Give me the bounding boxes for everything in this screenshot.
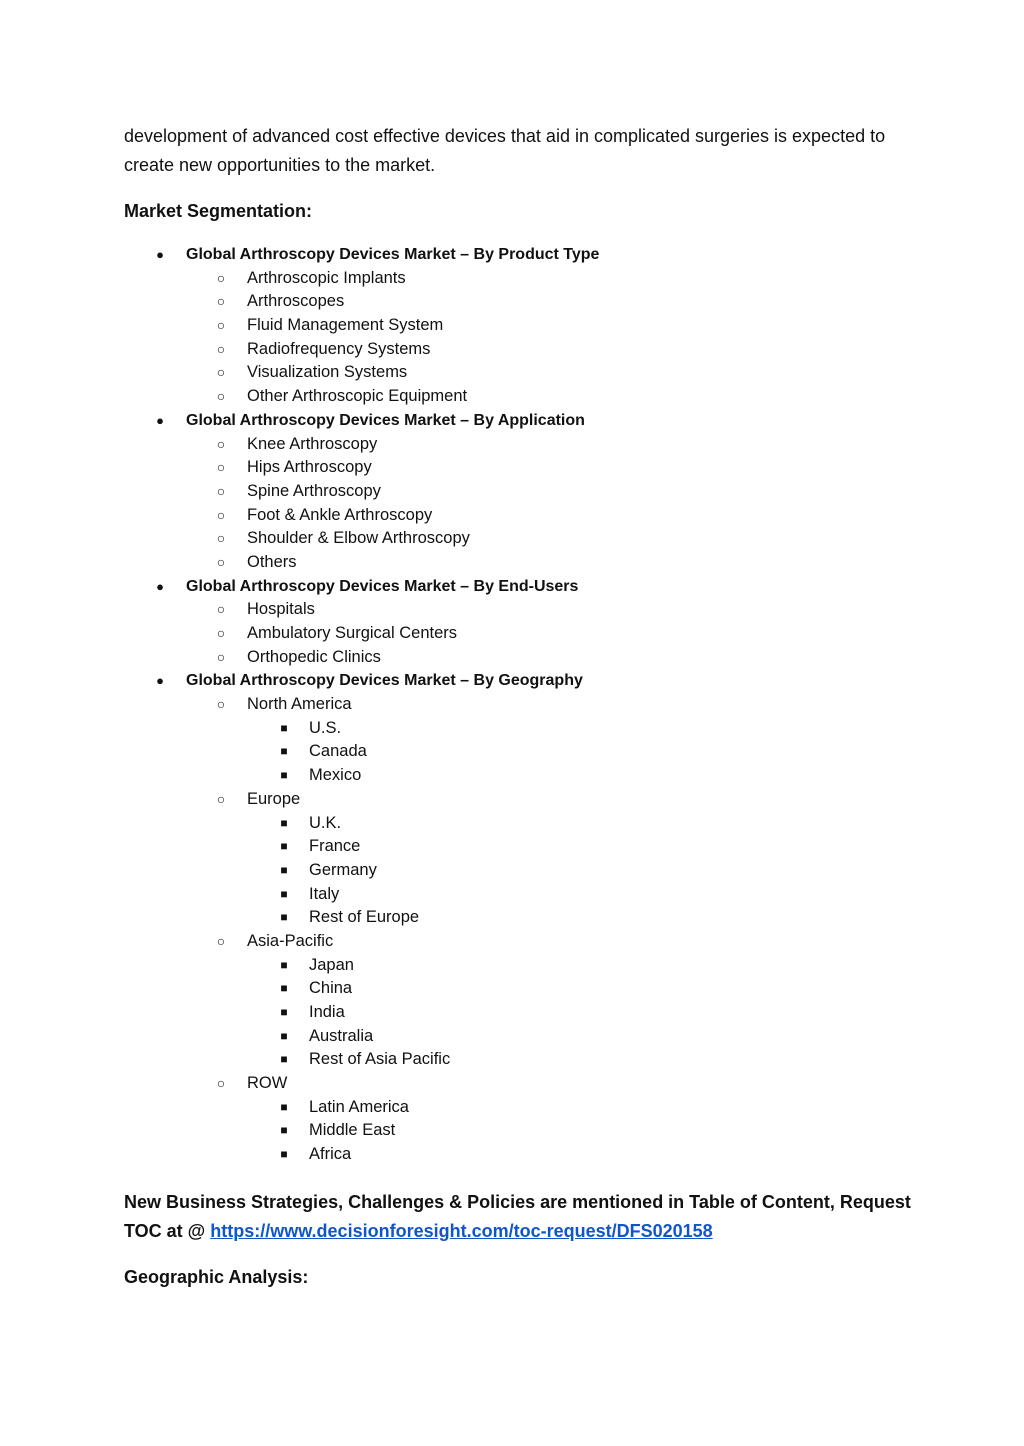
bullet-icon: ■ (280, 910, 288, 925)
bullet-icon: ○ (216, 269, 226, 286)
bullet-icon: ● (156, 578, 164, 594)
bullet-icon: ○ (216, 696, 226, 713)
list-item (0, 433, 1024, 457)
list-item (0, 598, 1024, 622)
list-item-label: Foot & Ankle Arthroscopy (247, 505, 433, 524)
bullet-icon: ■ (280, 886, 288, 901)
sub-list-item (0, 717, 1024, 741)
sub-list-item-label: China (309, 979, 353, 998)
sub-list-item (0, 859, 1024, 883)
sub-list-item (0, 835, 1024, 859)
sub-list-item (0, 764, 1024, 788)
list-item-label: Fluid Management System (247, 316, 444, 335)
sub-list-item (0, 1048, 1024, 1072)
list-item (0, 930, 1024, 954)
list-item-label: Others (247, 552, 297, 571)
bullet-icon: ■ (280, 1147, 288, 1162)
bullet-icon: ○ (216, 435, 226, 452)
list-item (0, 527, 1024, 551)
bullet-icon: ○ (216, 553, 226, 570)
sub-list-item-label: India (309, 1003, 345, 1021)
sub-list-item-label: Japan (309, 955, 354, 974)
segment-heading-label: Global Arthroscopy Devices Market – By Product Type (186, 246, 600, 263)
sub-list-item-label: U.K. (309, 813, 342, 832)
toc-paragraph (124, 1188, 914, 1246)
sub-list-item-label: Rest of Asia Pacific (309, 1050, 451, 1069)
list-item (0, 267, 1024, 291)
list-item (0, 385, 1024, 409)
geographic-analysis-heading: Geographic Analysis: (124, 1267, 309, 1287)
list-item (0, 361, 1024, 385)
segment-heading-label: Global Arthroscopy Devices Market – By Geography (186, 672, 583, 690)
bullet-icon: ○ (216, 506, 226, 523)
sub-list-item-label: Canada (309, 742, 367, 761)
segment-heading (0, 669, 1024, 693)
sub-list-item-label: Mexico (309, 766, 362, 785)
list-item (0, 1072, 1024, 1096)
sub-list-item (0, 812, 1024, 836)
segment-heading (0, 243, 1024, 267)
bullet-icon: ■ (280, 1099, 288, 1114)
sub-list-item-label: Latin America (309, 1097, 409, 1116)
bullet-icon: ○ (216, 530, 226, 547)
bullet-icon: ○ (216, 317, 226, 334)
bullet-icon: ■ (280, 957, 288, 972)
list-item-label: Other Arthroscopic Equipment (247, 387, 468, 406)
sub-list-item (0, 1096, 1024, 1120)
list-item (0, 480, 1024, 504)
list-item-label: Knee Arthroscopy (247, 434, 378, 453)
list-item (0, 622, 1024, 646)
segment-heading (0, 575, 1024, 599)
bullet-icon: ■ (280, 981, 288, 996)
list-item (0, 551, 1024, 575)
sub-list-item (0, 977, 1024, 1001)
segment-heading (0, 409, 1024, 433)
bullet-icon: ■ (280, 1005, 288, 1019)
list-item-label: Radiofrequency Systems (247, 339, 431, 358)
list-item (0, 504, 1024, 528)
sub-list-item-label: U.S. (309, 718, 342, 737)
bullet-icon: ● (156, 247, 164, 262)
list-item-label: Asia-Pacific (247, 931, 334, 950)
sub-list-item (0, 954, 1024, 978)
sub-list-item-label: Germany (309, 860, 377, 879)
bullet-icon: ○ (216, 790, 226, 807)
sub-list-item (0, 1119, 1024, 1143)
segment-heading-label: Global Arthroscopy Devices Market – By End-Users (186, 577, 579, 595)
bullet-icon: ● (156, 673, 164, 689)
sub-list-item (0, 740, 1024, 764)
list-item-label: ROW (247, 1074, 288, 1093)
sub-list-item (0, 1143, 1024, 1167)
bullet-icon: ■ (280, 744, 288, 759)
bullet-icon: ○ (216, 340, 226, 357)
segment-heading-label: Global Arthroscopy Devices Market – By Application (186, 411, 585, 429)
list-item-label: Arthroscopic Implants (247, 268, 406, 287)
bullet-icon: ○ (216, 459, 226, 476)
list-item (0, 788, 1024, 812)
list-item-label: Hips Arthroscopy (247, 458, 372, 477)
bullet-icon: ○ (216, 648, 226, 665)
bullet-icon: ■ (280, 1123, 288, 1138)
bullet-icon: ○ (216, 601, 226, 618)
bullet-icon: ○ (216, 364, 226, 381)
list-item-label: North America (247, 695, 352, 714)
bullet-icon: ■ (280, 1028, 288, 1043)
bullet-icon: ○ (216, 625, 226, 641)
list-item-label: Orthopedic Clinics (247, 647, 381, 666)
bullet-icon: ■ (280, 862, 288, 877)
list-item (0, 456, 1024, 480)
sub-list-item-label: Italy (309, 884, 340, 903)
list-item-label: Ambulatory Surgical Centers (247, 624, 458, 642)
sub-list-item-label: Australia (309, 1026, 374, 1045)
bullet-icon: ■ (280, 815, 288, 830)
bullet-icon: ■ (280, 720, 288, 735)
intro-paragraph: development of advanced cost effective devices that aid in complicated surgeries is expected to create new opportunities to the market. (124, 126, 886, 175)
list-item (0, 338, 1024, 362)
sub-list-item (0, 1025, 1024, 1049)
sub-list-item-label: Rest of Europe (309, 908, 420, 927)
bullet-icon: ○ (216, 482, 226, 499)
sub-list-item (0, 883, 1024, 907)
sub-list-item-label: France (309, 837, 361, 856)
list-item-label: Europe (247, 789, 301, 808)
bullet-icon: ○ (216, 1075, 226, 1092)
sub-list-item (0, 906, 1024, 930)
bullet-icon: ■ (280, 1052, 288, 1067)
bullet-icon: ● (156, 412, 164, 428)
bullet-icon: ○ (216, 932, 226, 949)
bullet-icon: ■ (280, 768, 288, 783)
list-item-label: Shoulder & Elbow Arthroscopy (247, 529, 470, 548)
segmentation-list (0, 243, 1024, 1167)
list-item-label: Hospitals (247, 600, 315, 619)
list-item-label: Spine Arthroscopy (247, 481, 381, 500)
list-item (0, 646, 1024, 670)
bullet-icon: ■ (280, 839, 288, 854)
sub-list-item-label: Africa (309, 1145, 352, 1164)
bullet-icon: ○ (216, 388, 226, 405)
sub-list-item-label: Middle East (309, 1121, 396, 1140)
list-item (0, 290, 1024, 314)
list-item (0, 314, 1024, 338)
list-item-label: Arthroscopes (247, 292, 345, 311)
toc-text: New Business Strategies, Challenges & Policies are mentioned in Table of Content, Request TOC at @ (124, 1192, 911, 1241)
sub-list-item (0, 1001, 1024, 1025)
toc-request-link[interactable]: https://www.decisionforesight.com/toc-request/DFS020158 (210, 1221, 713, 1241)
segmentation-heading: Market Segmentation: (124, 201, 313, 221)
list-item (0, 693, 1024, 717)
bullet-icon: ○ (216, 293, 226, 310)
list-item-label: Visualization Systems (247, 363, 408, 382)
